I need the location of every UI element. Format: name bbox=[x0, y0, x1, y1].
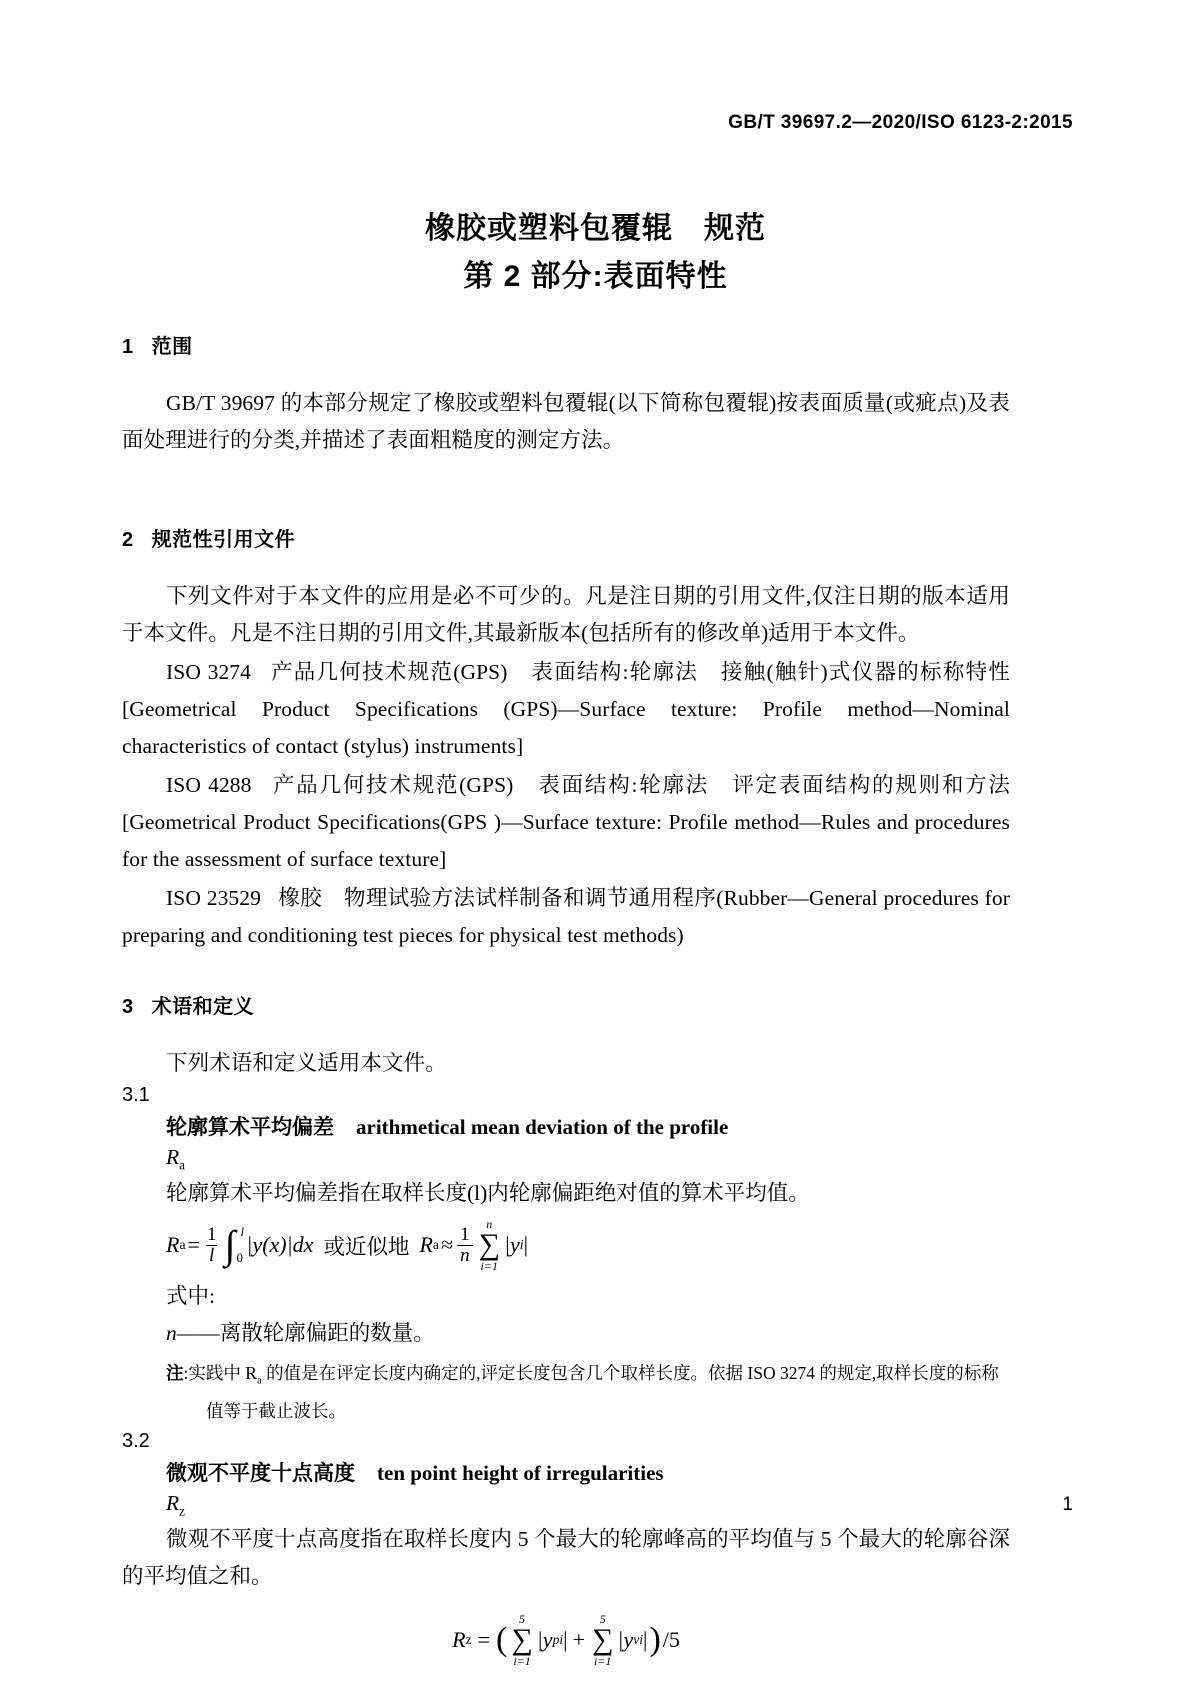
definition-term-cn-3-2: 微观不平度十点高度 bbox=[166, 1461, 355, 1485]
definition-body-3-1: 轮廓算术平均偏差指在取样长度(l)内轮廓偏距绝对值的算术平均值。 bbox=[166, 1181, 810, 1206]
definition-term-3-1 bbox=[166, 1111, 1010, 1141]
note-label: 注 bbox=[166, 1363, 184, 1384]
section-number-1: 1 bbox=[122, 336, 134, 358]
section-2-paragraph: 下列文件对于本文件的应用是必不可少的。凡是注日期的引用文件,仅注日期的版本适用于本文件。凡是不注日期的引用文件,其最新版本(包括所有的修改单)适用于本文件。 bbox=[122, 584, 1010, 645]
equation-ra-integral: ∫ l 0 bbox=[224, 1222, 245, 1268]
section-title-2: 规范性引用文件 bbox=[151, 529, 296, 551]
definition-symbol-sub-3-1: a bbox=[179, 1157, 186, 1173]
definition-symbol-base-3-1: R bbox=[166, 1145, 180, 1169]
definition-where-label-3-1: 式中: bbox=[166, 1284, 215, 1309]
definition-symbol-sub-3-2: z bbox=[179, 1503, 186, 1519]
equation-rz-open-paren: ( bbox=[496, 1621, 508, 1659]
definition-note-3-1 bbox=[166, 1358, 1010, 1426]
equation-rz-term-1: |y pi | bbox=[536, 1627, 568, 1653]
equation-rz-summation-1: 5 ∑ i=1 bbox=[511, 1612, 533, 1669]
definition-term-en-3-2: ten point height of irregularities bbox=[377, 1460, 664, 1485]
definition-symbol-base-3-2: R bbox=[166, 1490, 180, 1515]
where-symbol-n: n bbox=[166, 1321, 177, 1346]
reference-iso-23529 bbox=[122, 880, 1010, 954]
title-line-1: 橡胶或塑料包覆辊 规范 bbox=[425, 212, 766, 245]
equation-ra-lhs: R a bbox=[166, 1232, 186, 1258]
note-line2: 值等于截止波长。 bbox=[206, 1400, 346, 1421]
document-body bbox=[122, 330, 1010, 1673]
reference-cn-iso-4288: 产品几何技术规范(GPS) 表面结构:轮廓法 评定表面结构的规则和方法 bbox=[272, 773, 1010, 797]
title-line-2: 第 2 部分:表面特性 bbox=[463, 260, 728, 293]
definition-symbol-3-1 bbox=[166, 1145, 1010, 1173]
equation-ra-summation: n ∑ i=1 bbox=[478, 1217, 500, 1274]
equation-rz-divide: /5 bbox=[662, 1627, 680, 1653]
equation-rz-plus: + bbox=[572, 1627, 585, 1653]
definition-where-item-3-1 bbox=[166, 1315, 1010, 1352]
equation-ra-approx-sign: ≈ bbox=[440, 1232, 454, 1258]
definition-term-3-2 bbox=[166, 1457, 1010, 1487]
definition-term-en-3-1: arithmetical mean deviation of the profile bbox=[356, 1115, 729, 1139]
reference-en-iso-23529: (Rubber—General procedures for preparing and conditioning test pieces for physical test methods) bbox=[122, 886, 1010, 947]
definition-number-3-2: 3.2 bbox=[122, 1429, 150, 1452]
equation-ra-connector: 或近似地 bbox=[323, 1234, 410, 1259]
section-heading-1 bbox=[122, 330, 1010, 359]
note-line1-a: 实践中 R bbox=[188, 1363, 257, 1384]
section-title-1: 范围 bbox=[151, 336, 193, 358]
equation-rz-summation-2: 5 ∑ i=1 bbox=[592, 1612, 614, 1669]
page-number: 1 bbox=[1062, 1494, 1073, 1515]
reference-iso-4288 bbox=[122, 767, 1010, 878]
spacer bbox=[122, 956, 1010, 990]
equation-ra bbox=[166, 1218, 1010, 1272]
spacer bbox=[122, 489, 1010, 523]
section-heading-2 bbox=[122, 523, 1010, 552]
equation-ra-approx-lhs: R a bbox=[419, 1232, 439, 1258]
equation-ra-fraction-2: $\frac{1}{n}$ bbox=[457, 1225, 473, 1266]
reference-cn-iso-23529: 橡胶 物理试验方法试样制备和调节通用程序 bbox=[278, 886, 717, 910]
note-separator: : bbox=[183, 1363, 189, 1384]
page-title bbox=[0, 205, 1191, 301]
running-header-standard-number: GB/T 39697.2—2020/ISO 6123-2:2015 bbox=[728, 112, 1073, 133]
section-number-3: 3 bbox=[122, 996, 134, 1018]
definition-symbol-3-2 bbox=[166, 1491, 1010, 1519]
definition-number-3-1: 3.1 bbox=[122, 1084, 150, 1106]
section-1-paragraph: GB/T 39697 的本部分规定了橡胶或塑料包覆辊(以下简称包覆辊)按表面质量(或疵点)及表面处理进行的分类,并描述了表面粗糙度的测定方法。 bbox=[122, 391, 1010, 452]
section-3-paragraph: 下列术语和定义适用本文件。 bbox=[166, 1051, 447, 1075]
equation-rz-term-2: |y vi | bbox=[617, 1627, 648, 1653]
equation-ra-integrand: |y(x)|dx bbox=[246, 1232, 314, 1258]
equation-ra-sum-term: |y i | bbox=[503, 1232, 528, 1258]
equation-ra-equals: = bbox=[187, 1232, 200, 1258]
section-number-2: 2 bbox=[122, 529, 134, 551]
note-line1-b: 的值是在评定长度内确定的,评定长度包含几个取样长度。依据 ISO 3274 的规定,取样长度的标称 bbox=[261, 1363, 999, 1384]
equation-rz-equals: = bbox=[477, 1627, 491, 1653]
reference-id-iso-4288: ISO 4288 bbox=[166, 773, 252, 797]
equation-rz-lhs: R z bbox=[452, 1627, 472, 1653]
section-heading-3 bbox=[122, 990, 1010, 1019]
reference-en-iso-3274: [Geometrical Product Specifications (GPS)—Surface texture: Profile method—Nominal characteristics of contact (stylus) instruments] bbox=[122, 697, 1010, 758]
where-dash: —— bbox=[176, 1321, 220, 1346]
where-text: 离散轮廓偏距的数量。 bbox=[219, 1321, 435, 1346]
section-title-3: 术语和定义 bbox=[151, 996, 255, 1018]
reference-en-iso-4288: [Geometrical Product Specifications(GPS )—Surface texture: Profile method—Rules and procedures for the assessment of surface texture] bbox=[122, 810, 1010, 871]
reference-id-iso-3274: ISO 3274 bbox=[166, 660, 251, 684]
reference-cn-iso-3274: 产品几何技术规范(GPS) 表面结构:轮廓法 接触(触针)式仪器的标称特性 bbox=[270, 660, 1010, 684]
definition-term-cn-3-1: 轮廓算术平均偏差 bbox=[166, 1116, 334, 1139]
reference-id-iso-23529: ISO 23529 bbox=[166, 886, 261, 910]
equation-ra-fraction-1: $\frac{1}{l}$ bbox=[206, 1223, 217, 1266]
equation-rz bbox=[122, 1613, 1010, 1667]
equation-rz-close-paren: ) bbox=[649, 1621, 661, 1659]
note-line1-sub: a bbox=[256, 1374, 262, 1387]
definition-body-3-2: 微观不平度十点高度指在取样长度内 5 个最大的轮廓峰高的平均值与 5 个最大的轮廓谷深的平均值之和。 bbox=[122, 1527, 1010, 1589]
reference-iso-3274 bbox=[122, 654, 1010, 765]
